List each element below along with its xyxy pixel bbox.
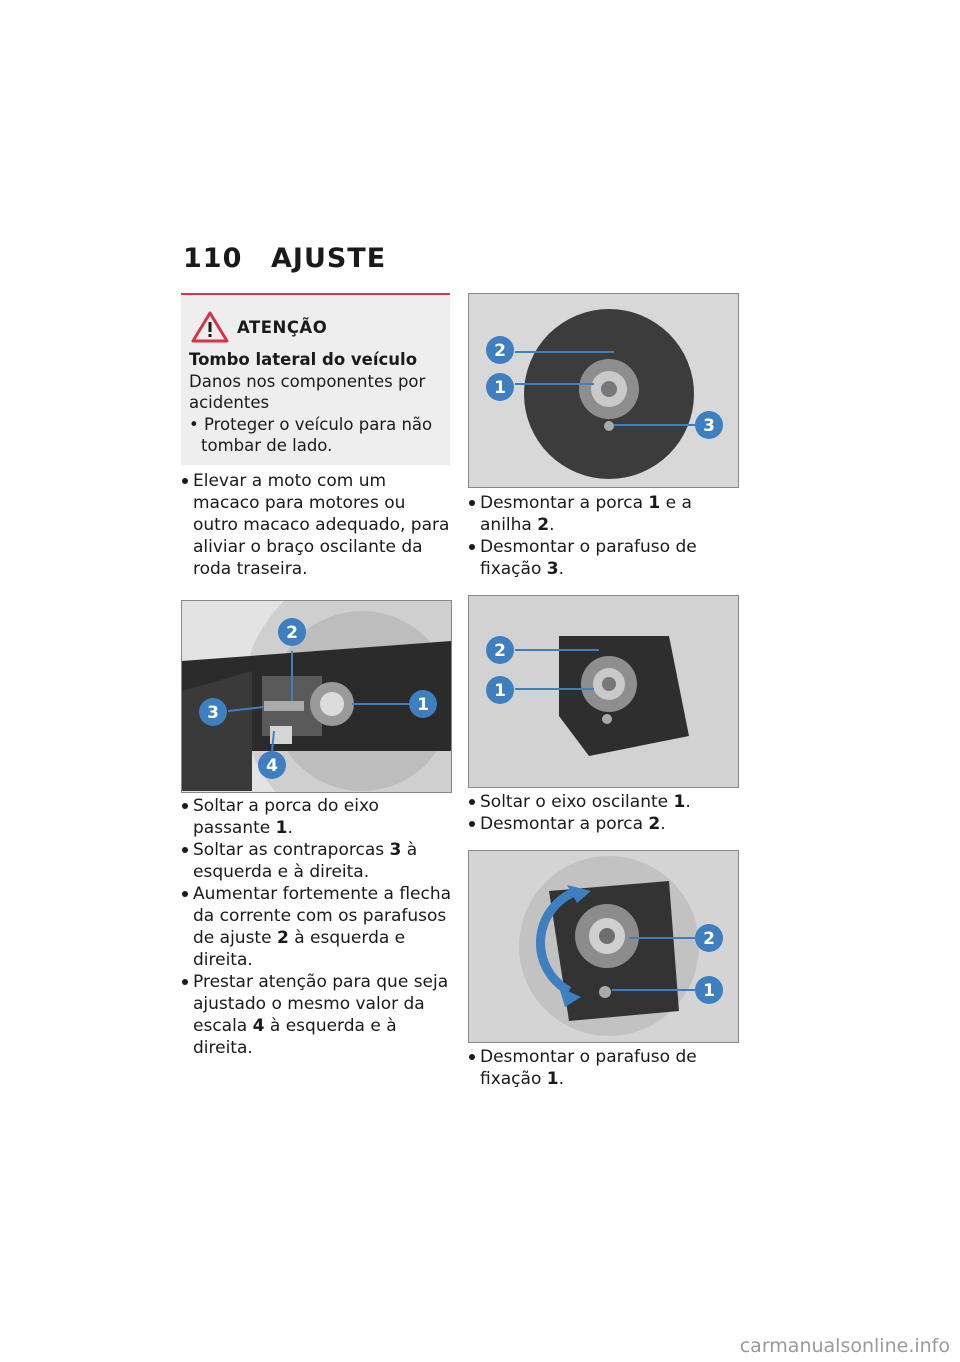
left-steps bbox=[181, 795, 453, 1059]
svg-text:2: 2 bbox=[494, 641, 506, 661]
photo-fixing-screw bbox=[468, 850, 739, 1043]
warning-description: Danos nos componentes por acidentes bbox=[189, 371, 426, 412]
callout-1 bbox=[486, 676, 514, 704]
bullet-item: Soltar as contraporcas 3 à esquerda e à direita. bbox=[181, 839, 453, 883]
callout-2 bbox=[695, 924, 723, 952]
bullet-item: Desmontar o parafuso de fixação 1. bbox=[468, 1046, 740, 1090]
svg-text:1: 1 bbox=[494, 378, 506, 398]
watermark: carmanualsonline.info bbox=[739, 1335, 950, 1357]
photo-swingarm-axle bbox=[468, 595, 739, 788]
bullet-item: Elevar a moto com um macaco para motores ou outro macaco adequado, para aliviar o braço oscilante da roda traseira. bbox=[181, 470, 453, 580]
photo-swingarm-nut bbox=[468, 293, 739, 488]
svg-text:2: 2 bbox=[703, 929, 715, 949]
bullet-item: Prestar atenção para que seja ajustado o mesmo valor da escala 4 à esquerda e à direita. bbox=[181, 971, 453, 1059]
callout-2 bbox=[486, 636, 514, 664]
svg-text:4: 4 bbox=[266, 756, 278, 776]
bullet-item: Soltar a porca do eixo passante 1. bbox=[181, 795, 453, 839]
callout-1 bbox=[409, 690, 437, 718]
callout-3 bbox=[695, 411, 723, 439]
right-steps-3 bbox=[468, 1046, 740, 1090]
svg-text:1: 1 bbox=[494, 681, 506, 701]
warning-action: • Proteger o veículo para não tombar de lado. bbox=[189, 414, 433, 455]
callout-3 bbox=[199, 698, 227, 726]
svg-text:1: 1 bbox=[703, 981, 715, 1001]
callout-4 bbox=[258, 751, 286, 779]
svg-text:3: 3 bbox=[703, 416, 715, 436]
right-steps-2 bbox=[468, 791, 740, 835]
svg-text:1: 1 bbox=[417, 695, 429, 715]
callout-1 bbox=[486, 373, 514, 401]
callout-2 bbox=[278, 618, 306, 646]
warning-triangle-icon bbox=[191, 311, 229, 343]
svg-text:3: 3 bbox=[207, 703, 219, 723]
left-step-1 bbox=[181, 470, 453, 580]
right-steps-1 bbox=[468, 492, 740, 580]
warning-title: Tombo lateral do veículo bbox=[189, 350, 418, 369]
callout-1 bbox=[695, 976, 723, 1004]
bullet-item: Desmontar o parafuso de fixação 3. bbox=[468, 536, 740, 580]
bullet-item: Desmontar a porca 2. bbox=[468, 813, 740, 835]
photo-chain-adjuster bbox=[181, 600, 452, 793]
page-number: 110 bbox=[183, 243, 243, 274]
svg-text:2: 2 bbox=[494, 341, 506, 361]
svg-text:2: 2 bbox=[286, 623, 298, 643]
bullet-item: Desmontar a porca 1 e a anilha 2. bbox=[468, 492, 740, 536]
warning-body bbox=[189, 349, 444, 457]
bullet-item: Aumentar fortemente a flecha da corrente com os parafusos de ajuste 2 à esquerda e direita. bbox=[181, 883, 453, 971]
bullet-item: Soltar o eixo oscilante 1. bbox=[468, 791, 740, 813]
warning-label: ATENÇÃO bbox=[237, 317, 328, 337]
warning-header bbox=[191, 311, 327, 343]
callout-2 bbox=[486, 336, 514, 364]
page-title: AJUSTE bbox=[271, 243, 387, 274]
warning-box bbox=[181, 293, 450, 465]
page-header bbox=[183, 243, 386, 274]
